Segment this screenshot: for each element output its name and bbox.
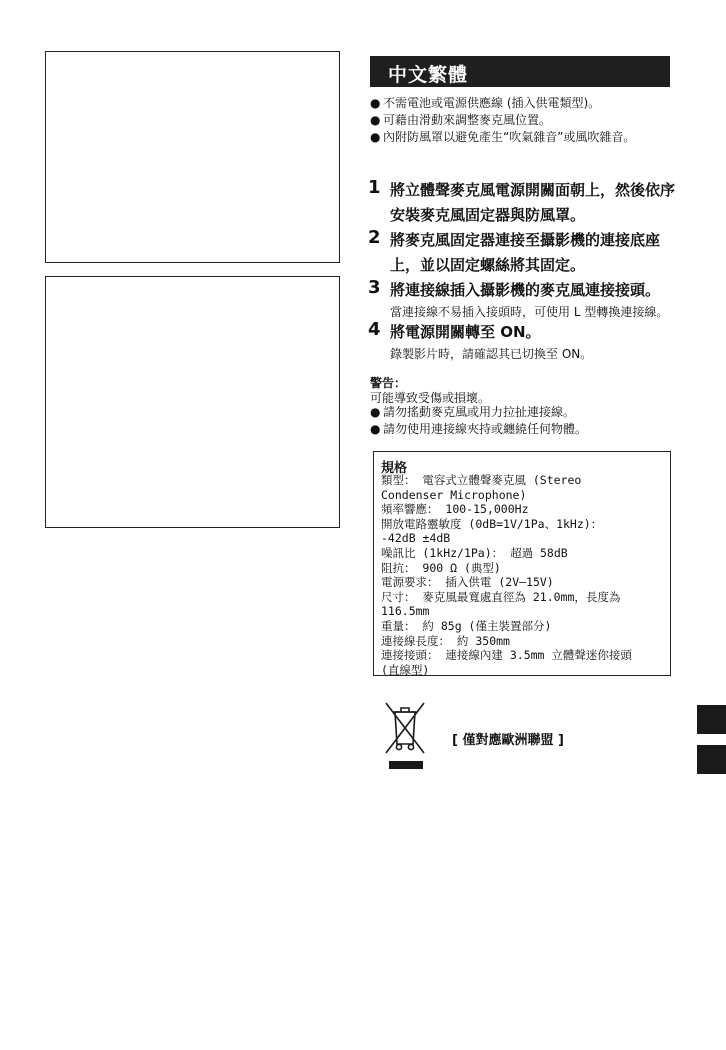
spec-line: 開放電路靈敏度 (0dB=1V/1Pa、1kHz)： bbox=[381, 516, 603, 531]
eu-only-label: [ 僅對應歐洲聯盟 ] bbox=[452, 733, 564, 748]
underline-bar bbox=[389, 761, 423, 769]
step-text: 將立體聲麥克風電源開關面朝上，然後依序安裝麥克風固定器與防風罩。 bbox=[390, 181, 676, 224]
blank-frame-bottom bbox=[45, 276, 340, 528]
step-item bbox=[368, 278, 678, 320]
spec-line: (直線型) bbox=[381, 662, 430, 677]
spec-line: 阻抗： 900 Ω (典型) bbox=[381, 560, 501, 575]
step-item bbox=[368, 320, 678, 362]
bullet-icon: ● bbox=[370, 405, 381, 419]
spec-line: 電源要求： 插入供電 (2V–15V) bbox=[381, 575, 554, 590]
bullet-icon: ● bbox=[370, 113, 381, 127]
step-text: 將電源開關轉至 ON。 bbox=[390, 323, 541, 341]
spec-line: 類型： 電容式立體聲麥克風 (Stereo bbox=[381, 473, 582, 487]
crossed-out-wheelie-bin-icon bbox=[383, 700, 425, 756]
feature-item: ● 可藉由滑動來調整麥克風位置。 bbox=[370, 113, 552, 127]
warning-item: ● 請勿使用連接線夾持或纏繞任何物體。 bbox=[370, 422, 588, 436]
step-note: 錄製影片時，請確認其已切換至 ON。 bbox=[390, 347, 593, 361]
feature-item: ● 不需電池或電源供應線 (插入供電類型)。 bbox=[370, 96, 601, 110]
step-number: 1 bbox=[368, 177, 381, 198]
feature-item: ● 內附防風罩以避免產生“吹氣雜音”或風吹雜音。 bbox=[370, 130, 636, 144]
steps-list bbox=[368, 178, 678, 362]
spec-line: 尺寸： 麥克風最寬處直徑為 21.0mm，長度為 bbox=[381, 589, 621, 604]
section-title: 中文繁體 bbox=[388, 64, 469, 86]
spec-title: 規格 bbox=[381, 461, 408, 476]
spec-list bbox=[381, 473, 667, 677]
step-item bbox=[368, 178, 678, 228]
spec-line: 116.5mm bbox=[381, 604, 430, 619]
spec-line: 連接線長度： 約 350mm bbox=[381, 633, 510, 648]
spec-line: 連接接頭： 連接線內建 3.5mm 立體聲迷你接頭 bbox=[381, 648, 632, 663]
warning-title: 警告： bbox=[370, 376, 407, 390]
side-tab-marker bbox=[697, 705, 726, 734]
step-note: 當連接線不易插入接頭時，可使用 L 型轉換連接線。 bbox=[390, 305, 669, 319]
spec-line: Condenser Microphone) bbox=[381, 487, 527, 502]
side-tab-marker bbox=[697, 745, 726, 774]
step-number: 4 bbox=[368, 319, 381, 340]
bullet-icon: ● bbox=[370, 96, 381, 110]
spec-line: 重量： 約 85g (僅主裝置部分) bbox=[381, 618, 552, 633]
warning-item: ● 請勿搖動麥克風或用力拉扯連接線。 bbox=[370, 405, 576, 419]
step-text: 將麥克風固定器連接至攝影機的連接底座上，並以固定螺絲將其固定。 bbox=[390, 231, 661, 274]
step-number: 2 bbox=[368, 227, 381, 248]
step-number: 3 bbox=[368, 277, 381, 298]
warning-line: 可能導致受傷或損壞。 bbox=[370, 391, 491, 405]
bullet-icon: ● bbox=[370, 130, 381, 144]
spec-line: 噪訊比 (1kHz/1Pa)： 超過 58dB bbox=[381, 545, 568, 560]
bullet-icon: ● bbox=[370, 422, 381, 436]
step-item bbox=[368, 228, 678, 278]
step-text: 將連接線插入攝影機的麥克風連接接頭。 bbox=[390, 281, 661, 299]
blank-frame-top bbox=[45, 51, 340, 263]
spec-line: -42dB ±4dB bbox=[381, 531, 451, 546]
spec-line: 頻率響應： 100-15,000Hz bbox=[381, 502, 529, 517]
spec-box bbox=[373, 451, 671, 676]
section-title-bar bbox=[370, 56, 670, 87]
feature-list bbox=[370, 95, 675, 146]
warning-list bbox=[370, 404, 675, 438]
